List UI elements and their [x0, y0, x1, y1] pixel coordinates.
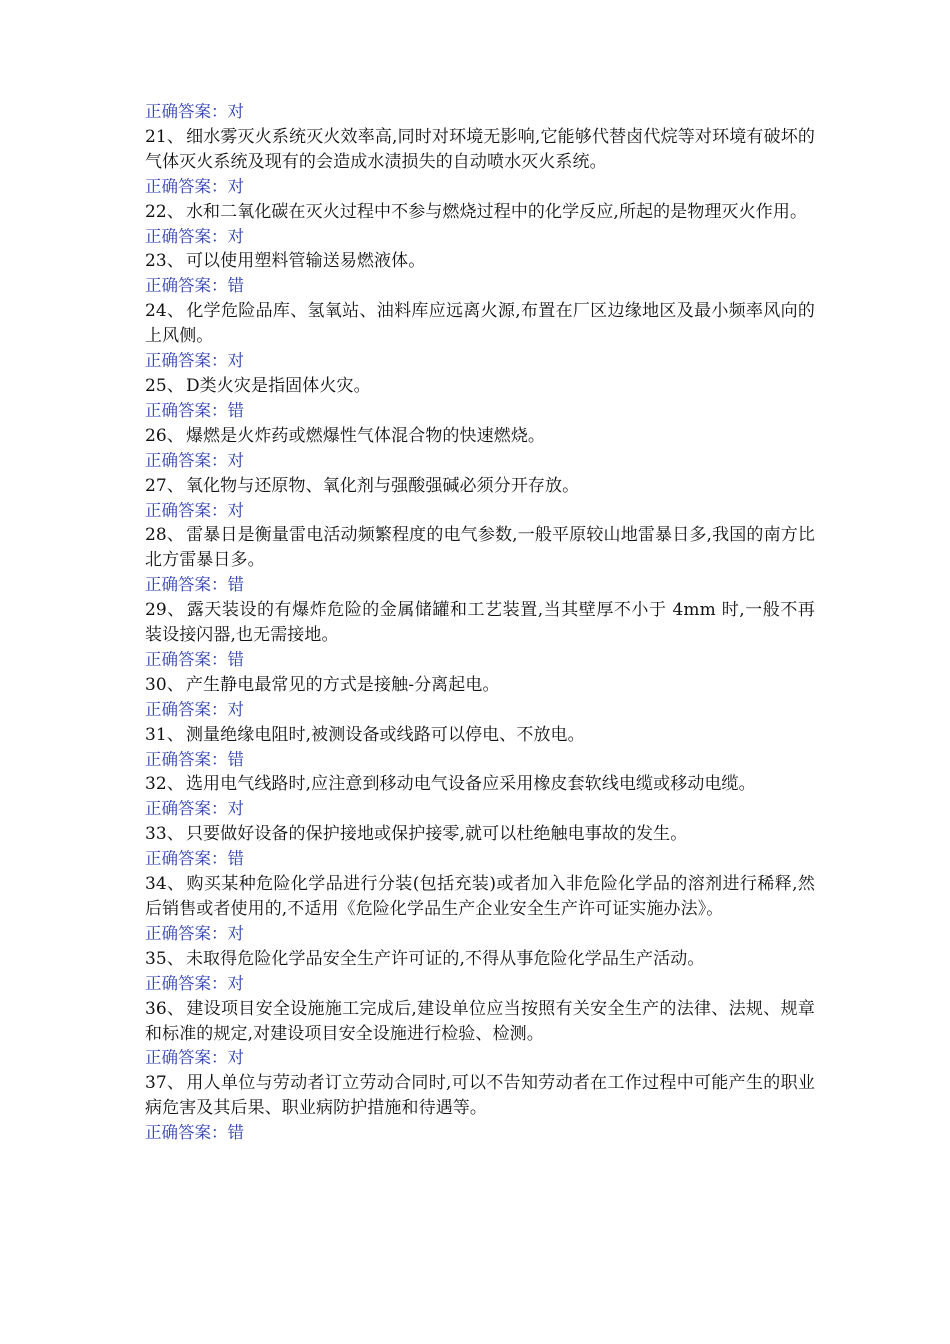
answer-prefix: 正确答案：	[145, 102, 228, 121]
answer-line	[145, 1121, 815, 1146]
question-number: 29、	[145, 600, 185, 621]
question-item	[145, 299, 815, 349]
question-item	[145, 249, 815, 274]
answer-prefix: 正确答案：	[145, 176, 228, 196]
answer-line	[145, 1046, 815, 1071]
question-number: 30、	[145, 674, 184, 695]
question-item	[145, 474, 815, 499]
answer-line	[145, 573, 815, 598]
question-text: 露天装设的有爆炸危险的金属储罐和工艺装置,当其壁厚不小于 4mm 时,一般不再装设接闪器,也无需接地。	[145, 600, 815, 646]
answer-value: 对	[227, 799, 244, 819]
question-text: 未取得危险化学品安全生产许可证的,不得从事危险化学品生产活动。	[185, 948, 705, 969]
answer-line	[145, 797, 815, 822]
answer-prefix: 正确答案：	[145, 351, 228, 371]
question-number: 27、	[145, 475, 184, 496]
question-number: 23、	[145, 251, 184, 272]
answer-prefix: 正确答案：	[145, 649, 228, 669]
question-number: 33、	[145, 824, 184, 845]
question-item	[145, 872, 815, 922]
answer-line	[145, 972, 815, 997]
answer-prefix: 正确答案：	[145, 973, 228, 993]
answer-prefix: 正确答案：	[145, 1048, 228, 1068]
question-text: 可以使用塑料管输送易燃液体。	[185, 251, 426, 272]
answer-line	[145, 922, 815, 947]
answer-line	[145, 175, 815, 200]
answer-line	[145, 847, 815, 872]
question-item	[145, 374, 815, 399]
question-list	[145, 100, 815, 1146]
answer-value: 错	[227, 1123, 244, 1143]
question-item	[145, 200, 815, 225]
answer-value: 错	[227, 400, 244, 420]
answer-prefix: 正确答案：	[145, 400, 228, 420]
question-text: 细水雾灭火系统灭火效率高,同时对环境无影响,它能够代替卤代烷等对环境有破坏的气体灭火系统及现有的会造成水渍损失的自动喷水灭火系统。	[145, 126, 815, 172]
question-text: 只要做好设备的保护接地或保护接零,就可以杜绝触电事故的发生。	[185, 824, 688, 845]
answer-prefix: 正确答案：	[145, 276, 228, 296]
question-number: 36、	[145, 998, 185, 1019]
questions-container	[145, 125, 815, 1146]
answer-value: 对	[227, 699, 244, 719]
question-text: 用人单位与劳动者订立劳动合同时,可以不告知劳动者在工作过程中可能产生的职业病危害及其后果、职业病防护措施和待遇等。	[145, 1073, 815, 1119]
question-item	[145, 997, 815, 1047]
question-item	[145, 673, 815, 698]
answer-value: 对	[227, 450, 244, 470]
question-text: D类火灾是指固体火灾。	[185, 375, 371, 396]
question-item	[145, 822, 815, 847]
answer-prefix: 正确答案：	[145, 1123, 228, 1143]
answer-prefix: 正确答案：	[145, 226, 228, 246]
question-item	[145, 125, 815, 175]
question-number: 26、	[145, 425, 184, 446]
answer-line	[145, 648, 815, 673]
answer-value: 错	[227, 276, 244, 296]
answer-line	[145, 748, 815, 773]
question-number: 37、	[145, 1073, 185, 1094]
answer-line	[145, 499, 815, 524]
answer-prefix: 正确答案：	[145, 923, 228, 943]
answer-value: 错	[227, 849, 244, 869]
question-item	[145, 1071, 815, 1121]
answer-prefix: 正确答案：	[145, 699, 228, 719]
answer-prefix: 正确答案：	[145, 450, 228, 470]
question-text: 选用电气线路时,应注意到移动电气设备应采用橡皮套软线电缆或移动电缆。	[185, 774, 756, 795]
question-number: 34、	[145, 874, 185, 895]
answer-value: 对	[227, 923, 244, 943]
question-number: 21、	[145, 126, 185, 147]
answer-value: 错	[227, 749, 244, 769]
question-item	[145, 523, 815, 573]
question-text: 水和二氧化碳在灭火过程中不参与燃烧过程中的化学反应,所起的是物理灭火作用。	[185, 201, 808, 222]
question-text: 建设项目安全设施施工完成后,建设单位应当按照有关安全生产的法律、法规、规章和标准的规定,对建设项目安全设施进行检验、检测。	[145, 998, 815, 1044]
question-item	[145, 598, 815, 648]
question-number: 31、	[145, 724, 184, 745]
question-number: 25、	[145, 375, 184, 396]
answer-value: 错	[227, 575, 244, 595]
answer-value: 对	[227, 1048, 244, 1068]
question-item	[145, 772, 815, 797]
question-text: 爆燃是火炸药或燃爆性气体混合物的快速燃烧。	[185, 425, 546, 446]
question-number: 22、	[145, 201, 184, 222]
answer-value: 对	[227, 176, 244, 196]
answer-prefix: 正确答案：	[145, 849, 228, 869]
answer-prefix: 正确答案：	[145, 500, 228, 520]
question-number: 32、	[145, 774, 184, 795]
question-text: 测量绝缘电阻时,被测设备或线路可以停电、不放电。	[185, 724, 585, 745]
question-number: 28、	[145, 525, 185, 546]
answer-line	[145, 274, 815, 299]
answer-value: 对	[227, 226, 244, 246]
answer-line	[145, 225, 815, 250]
answer-prefix: 正确答案：	[145, 749, 228, 769]
answer-line	[145, 349, 815, 374]
question-text: 氧化物与还原物、氧化剂与强酸强碱必须分开存放。	[185, 475, 580, 496]
question-text: 雷暴日是衡量雷电活动频繁程度的电气参数,一般平原较山地雷暴日多,我国的南方比北方雷暴日多。	[145, 525, 815, 571]
question-number: 24、	[145, 301, 185, 322]
answer-value: 错	[227, 649, 244, 669]
answer-value: 对	[227, 102, 244, 121]
question-item	[145, 723, 815, 748]
answer-prefix: 正确答案：	[145, 575, 228, 595]
question-number: 35、	[145, 948, 184, 969]
answer-line	[145, 100, 815, 125]
question-text: 产生静电最常见的方式是接触-分离起电。	[185, 674, 500, 695]
question-text: 化学危险品库、氢氧站、油料库应远离火源,布置在厂区边缘地区及最小频率风向的上风侧。	[145, 301, 815, 347]
answer-value: 对	[227, 973, 244, 993]
question-text: 购买某种危险化学品进行分装(包括充装)或者加入非危险化学品的溶剂进行稀释,然后销售或者使用的,不适用《危险化学品生产企业安全生产许可证实施办法》。	[145, 874, 815, 919]
answer-line	[145, 449, 815, 474]
answer-prefix: 正确答案：	[145, 799, 228, 819]
answer-line	[145, 399, 815, 424]
question-item	[145, 947, 815, 972]
answer-line	[145, 698, 815, 723]
answer-value: 对	[227, 500, 244, 520]
question-item	[145, 424, 815, 449]
answer-value: 对	[227, 351, 244, 371]
